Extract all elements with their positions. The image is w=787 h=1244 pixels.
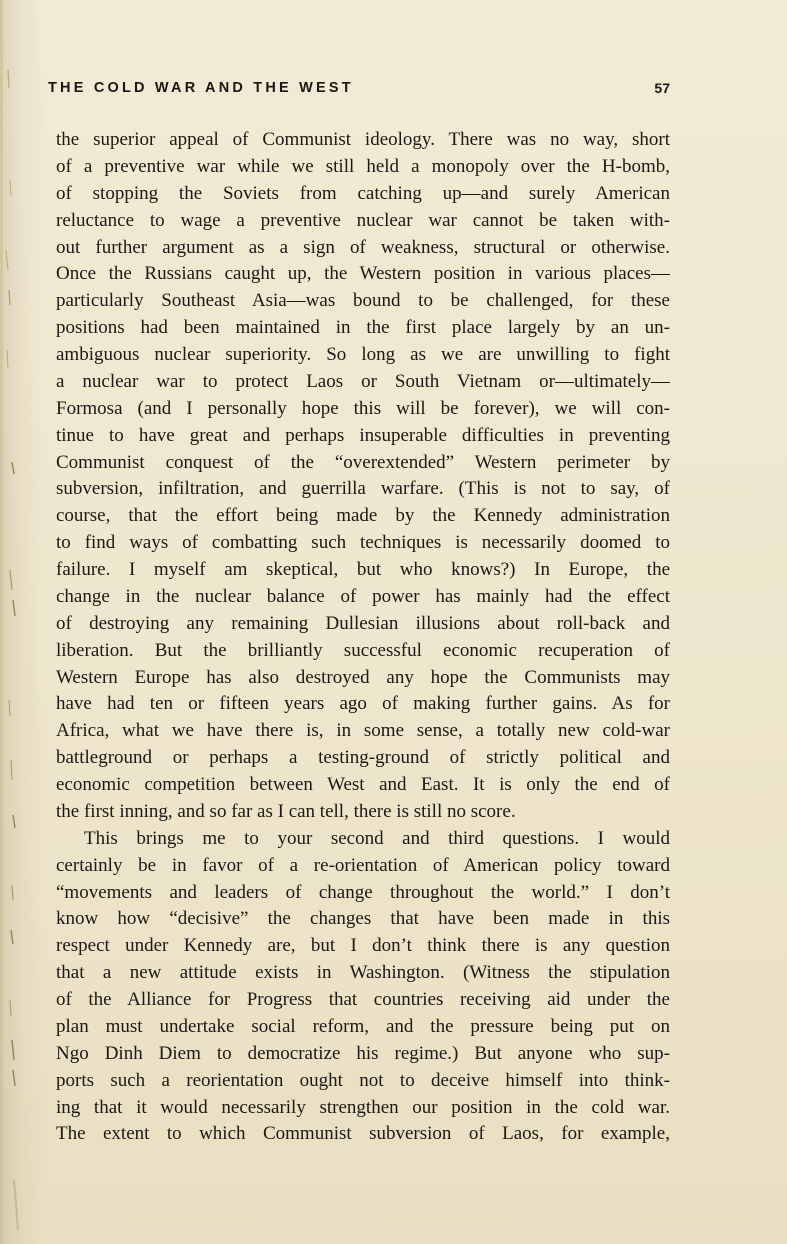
text-line: of the Alliance for Progress that countries receiving aid under the — [56, 989, 670, 1010]
text-line: have had ten or fifteen years ago of making further gains. As for — [56, 693, 670, 715]
text-line: liberation. But the brilliantly successful economic recuperation of — [56, 639, 670, 661]
text-line: Ngo Dinh Diem to democratize his regime.) But anyone who sup- — [56, 1042, 670, 1064]
text-line: economic competition between West and East. It is only the end of — [56, 774, 670, 795]
text-line: Africa, what we have there is, in some sense, a totally new cold-war — [56, 720, 670, 742]
paragraph — [56, 826, 670, 1149]
text-line: the first inning, and so far as I can tell, there is still no score. — [56, 800, 516, 822]
running-head — [48, 80, 670, 104]
text-line: of stopping the Soviets from catching up—and surely American — [56, 182, 670, 204]
text-line: certainly be in favor of a re-orientation of American policy toward — [56, 854, 670, 876]
text-line: ing that it would necessarily strengthen our position in the cold war. — [56, 1096, 670, 1118]
text-line: respect under Kennedy are, but I don’t think there is any question — [56, 935, 670, 957]
text-line: change in the nuclear balance of power has mainly had the effect — [56, 585, 670, 607]
text-line: that a new attitude exists in Washington. (Witness the stipulation — [56, 962, 670, 984]
text-line: ports such a reorientation ought not to deceive himself into think- — [56, 1069, 670, 1091]
text-line: the superior appeal of Communist ideology. There was no way, short — [56, 129, 670, 150]
text-line: subversion, infiltration, and guerrilla warfare. (This is not to say, of — [56, 478, 670, 500]
gutter-shadow — [0, 0, 30, 1244]
text-line: Communist conquest of the “overextended” Western perimeter by — [56, 451, 670, 473]
text-line: out further argument as a sign of weakness, structural or otherwise. — [56, 236, 670, 258]
text-line: of a preventive war while we still held a monopoly over the H-bomb, — [56, 155, 670, 177]
text-line: The extent to which Communist subversion of Laos, for example, — [56, 1123, 670, 1145]
text-line: Formosa (and I personally hope this will be forever), we will con- — [56, 397, 670, 419]
text-line: to find ways of combatting such techniques is necessarily doomed to — [56, 532, 670, 554]
text-line: tinue to have great and perhaps insuperable difficulties in preventing — [56, 424, 670, 446]
text-line: course, that the effort being made by the Kennedy administration — [56, 505, 670, 527]
paragraph — [56, 127, 670, 826]
text-line: reluctance to wage a preventive nuclear war cannot be taken with- — [56, 209, 670, 231]
text-line: know how “decisive” the changes that have been made in this — [56, 908, 670, 930]
text-line: Western Europe has also destroyed any hope the Communists may — [56, 666, 670, 688]
text-line: plan must undertake social reform, and the pressure being put on — [56, 1015, 670, 1037]
text-line: battleground or perhaps a testing-ground of strictly political and — [56, 747, 670, 769]
body-text — [56, 127, 670, 1148]
running-title: THE COLD WAR AND THE WEST — [48, 80, 354, 96]
text-line: particularly Southeast Asia—was bound to be challenged, for these — [56, 290, 670, 312]
text-line: Once the Russians caught up, the Western position in various places— — [56, 263, 670, 285]
text-line: “movements and leaders of change throughout the world.” I don’t — [56, 881, 670, 903]
text-line: ambiguous nuclear superiority. So long as we are unwilling to fight — [56, 344, 670, 365]
text-line: of destroying any remaining Dullesian illusions about roll-back and — [56, 612, 670, 634]
text-line: This brings me to your second and third questions. I would — [84, 827, 670, 849]
text-line: positions had been maintained in the first place largely by an un- — [56, 317, 670, 339]
text-line: failure. I myself am skeptical, but who knows?) In Europe, the — [56, 559, 670, 580]
gutter-speck-marks — [0, 0, 30, 1244]
text-line: a nuclear war to protect Laos or South Vietnam or—ultimately— — [56, 370, 670, 392]
page-number: 57 — [654, 80, 670, 96]
